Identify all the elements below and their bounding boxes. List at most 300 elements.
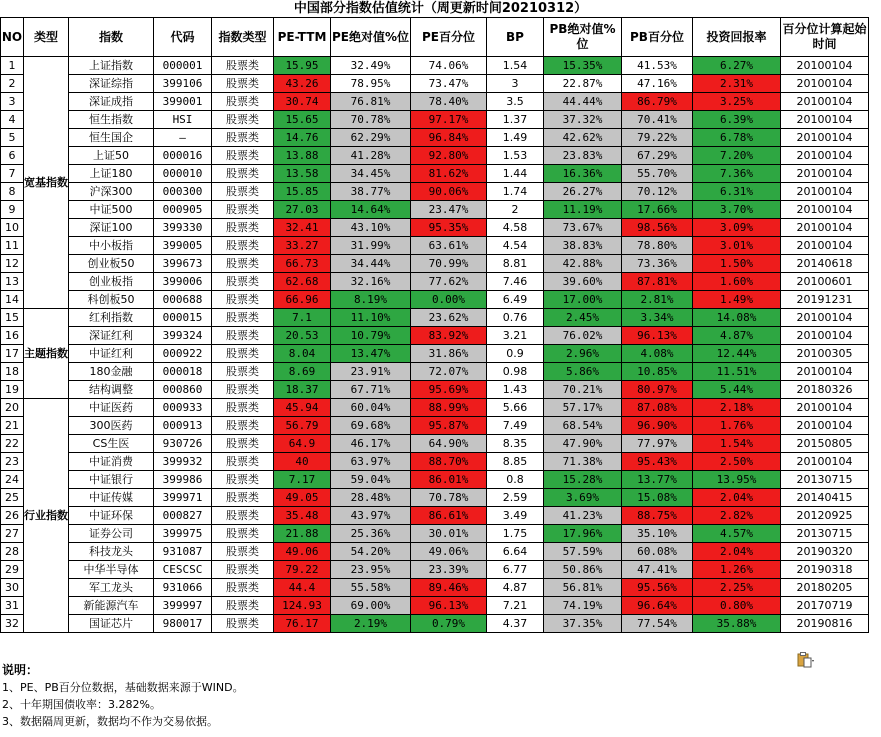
cell-start-date[interactable]: 20100104	[781, 75, 869, 93]
cell-return[interactable]: 3.01%	[693, 237, 781, 255]
cell-pe-ttm[interactable]: 27.03	[274, 201, 331, 219]
cell-pb-percentile[interactable]: 96.90%	[622, 417, 693, 435]
cell-pe-ttm[interactable]: 30.74	[274, 93, 331, 111]
header-index[interactable]: 指数	[69, 18, 154, 57]
cell-pe-percentile[interactable]: 0.79%	[411, 615, 487, 633]
cell-return[interactable]: 6.39%	[693, 111, 781, 129]
cell-pe-ttm[interactable]: 35.48	[274, 507, 331, 525]
cell-pb-abs-pct[interactable]: 39.60%	[544, 273, 622, 291]
cell-pe-ttm[interactable]: 18.37	[274, 381, 331, 399]
cell-bp[interactable]: 1.74	[487, 183, 544, 201]
cell-pe-abs-pct[interactable]: 14.64%	[331, 201, 411, 219]
cell-pe-abs-pct[interactable]: 34.45%	[331, 165, 411, 183]
cell-pe-abs-pct[interactable]: 38.77%	[331, 183, 411, 201]
cell-pb-percentile[interactable]: 2.81%	[622, 291, 693, 309]
cell-index-name[interactable]: 创业板指	[69, 273, 154, 291]
cell-pb-abs-pct[interactable]: 41.23%	[544, 507, 622, 525]
cell-start-date[interactable]: 20170719	[781, 597, 869, 615]
cell-bp[interactable]: 6.77	[487, 561, 544, 579]
cell-index-name[interactable]: 中证红利	[69, 345, 154, 363]
cell-index-type[interactable]: 股票类	[212, 507, 274, 525]
cell-index-name[interactable]: 恒生国企	[69, 129, 154, 147]
cell-bp[interactable]: 5.66	[487, 399, 544, 417]
cell-start-date[interactable]: 20180205	[781, 579, 869, 597]
cell-pb-abs-pct[interactable]: 68.54%	[544, 417, 622, 435]
cell-index-type[interactable]: 股票类	[212, 525, 274, 543]
cell-pe-percentile[interactable]: 89.46%	[411, 579, 487, 597]
cell-index-name[interactable]: 结构调整	[69, 381, 154, 399]
cell-pe-abs-pct[interactable]: 55.58%	[331, 579, 411, 597]
cell-bp[interactable]: 0.9	[487, 345, 544, 363]
cell-pb-percentile[interactable]: 47.16%	[622, 75, 693, 93]
cell-bp[interactable]: 0.76	[487, 309, 544, 327]
cell-pe-abs-pct[interactable]: 23.95%	[331, 561, 411, 579]
cell-no[interactable]: 27	[1, 525, 24, 543]
cell-bp[interactable]: 6.49	[487, 291, 544, 309]
cell-pe-abs-pct[interactable]: 23.91%	[331, 363, 411, 381]
cell-no[interactable]: 15	[1, 309, 24, 327]
cell-index-type[interactable]: 股票类	[212, 327, 274, 345]
cell-no[interactable]: 18	[1, 363, 24, 381]
cell-return[interactable]: 35.88%	[693, 615, 781, 633]
cell-pe-percentile[interactable]: 72.07%	[411, 363, 487, 381]
cell-pb-percentile[interactable]: 95.56%	[622, 579, 693, 597]
cell-index-type[interactable]: 股票类	[212, 471, 274, 489]
cell-pb-percentile[interactable]: 77.97%	[622, 435, 693, 453]
cell-code[interactable]: 000300	[154, 183, 212, 201]
cell-no[interactable]: 4	[1, 111, 24, 129]
cell-pe-ttm[interactable]: 15.85	[274, 183, 331, 201]
cell-code[interactable]: 399330	[154, 219, 212, 237]
cell-index-name[interactable]: 沪深300	[69, 183, 154, 201]
cell-return[interactable]: 1.54%	[693, 435, 781, 453]
header-start-date[interactable]: 百分位计算起始时间	[781, 18, 869, 57]
cell-pb-abs-pct[interactable]: 5.86%	[544, 363, 622, 381]
cell-no[interactable]: 12	[1, 255, 24, 273]
cell-pe-abs-pct[interactable]: 54.20%	[331, 543, 411, 561]
cell-pb-percentile[interactable]: 78.80%	[622, 237, 693, 255]
cell-no[interactable]: 14	[1, 291, 24, 309]
cell-start-date[interactable]: 20190318	[781, 561, 869, 579]
cell-no[interactable]: 22	[1, 435, 24, 453]
cell-pe-abs-pct[interactable]: 69.00%	[331, 597, 411, 615]
cell-pe-percentile[interactable]: 70.99%	[411, 255, 487, 273]
cell-start-date[interactable]: 20140618	[781, 255, 869, 273]
cell-index-type[interactable]: 股票类	[212, 345, 274, 363]
cell-pb-abs-pct[interactable]: 70.21%	[544, 381, 622, 399]
cell-no[interactable]: 28	[1, 543, 24, 561]
cell-bp[interactable]: 1.54	[487, 57, 544, 75]
cell-return[interactable]: 0.80%	[693, 597, 781, 615]
cell-index-name[interactable]: 红利指数	[69, 309, 154, 327]
cell-index-type[interactable]: 股票类	[212, 183, 274, 201]
cell-pb-abs-pct[interactable]: 44.44%	[544, 93, 622, 111]
cell-pb-abs-pct[interactable]: 47.90%	[544, 435, 622, 453]
cell-no[interactable]: 7	[1, 165, 24, 183]
cell-pe-ttm[interactable]: 76.17	[274, 615, 331, 633]
cell-no[interactable]: 11	[1, 237, 24, 255]
cell-pe-abs-pct[interactable]: 32.16%	[331, 273, 411, 291]
cell-no[interactable]: 26	[1, 507, 24, 525]
cell-no[interactable]: 30	[1, 579, 24, 597]
cell-pb-percentile[interactable]: 67.29%	[622, 147, 693, 165]
cell-code[interactable]: 000018	[154, 363, 212, 381]
cell-return[interactable]: 1.49%	[693, 291, 781, 309]
cell-pe-abs-pct[interactable]: 76.81%	[331, 93, 411, 111]
header-bp[interactable]: BP	[487, 18, 544, 57]
cell-pe-ttm[interactable]: 45.94	[274, 399, 331, 417]
cell-pb-percentile[interactable]: 35.10%	[622, 525, 693, 543]
cell-bp[interactable]: 3.49	[487, 507, 544, 525]
cell-pb-percentile[interactable]: 4.08%	[622, 345, 693, 363]
cell-no[interactable]: 13	[1, 273, 24, 291]
cell-code[interactable]: 931066	[154, 579, 212, 597]
cell-pe-ttm[interactable]: 79.22	[274, 561, 331, 579]
cell-return[interactable]: 14.08%	[693, 309, 781, 327]
cell-index-name[interactable]: 深证100	[69, 219, 154, 237]
cell-pb-percentile[interactable]: 86.79%	[622, 93, 693, 111]
cell-index-type[interactable]: 股票类	[212, 579, 274, 597]
cell-pe-ttm[interactable]: 62.68	[274, 273, 331, 291]
cell-index-type[interactable]: 股票类	[212, 93, 274, 111]
cell-pe-percentile[interactable]: 95.35%	[411, 219, 487, 237]
cell-start-date[interactable]: 20100104	[781, 129, 869, 147]
cell-bp[interactable]: 0.8	[487, 471, 544, 489]
cell-pb-abs-pct[interactable]: 17.00%	[544, 291, 622, 309]
cell-start-date[interactable]: 20100104	[781, 453, 869, 471]
cell-pe-abs-pct[interactable]: 60.04%	[331, 399, 411, 417]
cell-pb-percentile[interactable]: 70.41%	[622, 111, 693, 129]
cell-pe-percentile[interactable]: 77.62%	[411, 273, 487, 291]
cell-return[interactable]: 1.76%	[693, 417, 781, 435]
cell-pb-percentile[interactable]: 95.43%	[622, 453, 693, 471]
cell-pe-abs-pct[interactable]: 28.48%	[331, 489, 411, 507]
cell-return[interactable]: 5.44%	[693, 381, 781, 399]
cell-pe-abs-pct[interactable]: 63.97%	[331, 453, 411, 471]
cell-pb-abs-pct[interactable]: 38.83%	[544, 237, 622, 255]
cell-index-type[interactable]: 股票类	[212, 201, 274, 219]
cell-pe-abs-pct[interactable]: 43.97%	[331, 507, 411, 525]
cell-start-date[interactable]: 20100104	[781, 237, 869, 255]
cell-pb-abs-pct[interactable]: 2.45%	[544, 309, 622, 327]
cell-code[interactable]: 399986	[154, 471, 212, 489]
cell-pe-ttm[interactable]: 33.27	[274, 237, 331, 255]
cell-pb-abs-pct[interactable]: 74.19%	[544, 597, 622, 615]
cell-pb-percentile[interactable]: 70.12%	[622, 183, 693, 201]
cell-index-name[interactable]: 科技龙头	[69, 543, 154, 561]
cell-start-date[interactable]: 20100104	[781, 165, 869, 183]
cell-no[interactable]: 3	[1, 93, 24, 111]
header-code[interactable]: 代码	[154, 18, 212, 57]
cell-pb-percentile[interactable]: 13.77%	[622, 471, 693, 489]
cell-pe-percentile[interactable]: 95.87%	[411, 417, 487, 435]
cell-start-date[interactable]: 20150805	[781, 435, 869, 453]
cell-bp[interactable]: 8.85	[487, 453, 544, 471]
cell-pe-abs-pct[interactable]: 67.71%	[331, 381, 411, 399]
cell-pb-percentile[interactable]: 87.81%	[622, 273, 693, 291]
cell-pe-ttm[interactable]: 40	[274, 453, 331, 471]
cell-code[interactable]: 000010	[154, 165, 212, 183]
cell-code[interactable]: 399932	[154, 453, 212, 471]
cell-no[interactable]: 32	[1, 615, 24, 633]
cell-pe-ttm[interactable]: 64.9	[274, 435, 331, 453]
cell-pb-abs-pct[interactable]: 50.86%	[544, 561, 622, 579]
cell-index-type[interactable]: 股票类	[212, 165, 274, 183]
header-return[interactable]: 投资回报率	[693, 18, 781, 57]
cell-pe-ttm[interactable]: 66.73	[274, 255, 331, 273]
cell-pb-percentile[interactable]: 96.64%	[622, 597, 693, 615]
cell-bp[interactable]: 7.49	[487, 417, 544, 435]
cell-no[interactable]: 23	[1, 453, 24, 471]
header-pb-percentile[interactable]: PB百分位	[622, 18, 693, 57]
cell-pb-abs-pct[interactable]: 2.96%	[544, 345, 622, 363]
cell-no[interactable]: 2	[1, 75, 24, 93]
cell-pe-ttm[interactable]: 14.76	[274, 129, 331, 147]
cell-no[interactable]: 6	[1, 147, 24, 165]
cell-no[interactable]: 21	[1, 417, 24, 435]
cell-bp[interactable]: 1.44	[487, 165, 544, 183]
cell-index-name[interactable]: 上证180	[69, 165, 154, 183]
cell-pb-abs-pct[interactable]: 73.67%	[544, 219, 622, 237]
cell-index-name[interactable]: 国证芯片	[69, 615, 154, 633]
header-pb-abs-pct[interactable]: PB绝对值%位	[544, 18, 622, 57]
cell-pb-percentile[interactable]: 98.56%	[622, 219, 693, 237]
cell-return[interactable]: 7.20%	[693, 147, 781, 165]
cell-index-name[interactable]: 180金融	[69, 363, 154, 381]
cell-index-name[interactable]: 中证消费	[69, 453, 154, 471]
cell-return[interactable]: 3.25%	[693, 93, 781, 111]
cell-code[interactable]: 000905	[154, 201, 212, 219]
cell-pe-ttm[interactable]: 13.58	[274, 165, 331, 183]
cell-pb-abs-pct[interactable]: 42.88%	[544, 255, 622, 273]
cell-code[interactable]: –	[154, 129, 212, 147]
cell-index-type[interactable]: 股票类	[212, 399, 274, 417]
cell-index-name[interactable]: 中证环保	[69, 507, 154, 525]
cell-pb-percentile[interactable]: 15.08%	[622, 489, 693, 507]
cell-pe-abs-pct[interactable]: 13.47%	[331, 345, 411, 363]
cell-index-type[interactable]: 股票类	[212, 291, 274, 309]
cell-pb-percentile[interactable]: 17.66%	[622, 201, 693, 219]
cell-pe-abs-pct[interactable]: 59.04%	[331, 471, 411, 489]
cell-bp[interactable]: 8.81	[487, 255, 544, 273]
cell-return[interactable]: 12.44%	[693, 345, 781, 363]
cell-index-name[interactable]: 科创板50	[69, 291, 154, 309]
cell-pb-abs-pct[interactable]: 42.62%	[544, 129, 622, 147]
cell-pe-percentile[interactable]: 95.69%	[411, 381, 487, 399]
cell-return[interactable]: 6.31%	[693, 183, 781, 201]
cell-pb-percentile[interactable]: 96.13%	[622, 327, 693, 345]
cell-pe-percentile[interactable]: 31.86%	[411, 345, 487, 363]
cell-start-date[interactable]: 20191231	[781, 291, 869, 309]
cell-pe-percentile[interactable]: 81.62%	[411, 165, 487, 183]
cell-no[interactable]: 24	[1, 471, 24, 489]
cell-pe-ttm[interactable]: 20.53	[274, 327, 331, 345]
cell-bp[interactable]: 2.59	[487, 489, 544, 507]
cell-pe-abs-pct[interactable]: 43.10%	[331, 219, 411, 237]
cell-return[interactable]: 1.60%	[693, 273, 781, 291]
cell-pe-ttm[interactable]: 124.93	[274, 597, 331, 615]
cell-return[interactable]: 13.95%	[693, 471, 781, 489]
cell-pe-percentile[interactable]: 97.17%	[411, 111, 487, 129]
cell-pb-abs-pct[interactable]: 37.32%	[544, 111, 622, 129]
cell-pe-ttm[interactable]: 44.4	[274, 579, 331, 597]
cell-code[interactable]: 930726	[154, 435, 212, 453]
cell-pb-abs-pct[interactable]: 56.81%	[544, 579, 622, 597]
cell-no[interactable]: 17	[1, 345, 24, 363]
cell-start-date[interactable]: 20130715	[781, 471, 869, 489]
header-category[interactable]: 类型	[24, 18, 69, 57]
cell-pb-percentile[interactable]: 73.36%	[622, 255, 693, 273]
cell-pe-abs-pct[interactable]: 8.19%	[331, 291, 411, 309]
cell-return[interactable]: 4.57%	[693, 525, 781, 543]
cell-pe-ttm[interactable]: 15.65	[274, 111, 331, 129]
cell-pb-percentile[interactable]: 77.54%	[622, 615, 693, 633]
cell-no[interactable]: 19	[1, 381, 24, 399]
cell-return[interactable]: 1.26%	[693, 561, 781, 579]
cell-pe-ttm[interactable]: 49.05	[274, 489, 331, 507]
cell-code[interactable]: 399324	[154, 327, 212, 345]
cell-index-type[interactable]: 股票类	[212, 417, 274, 435]
cell-index-name[interactable]: 中证医药	[69, 399, 154, 417]
cell-pe-percentile[interactable]: 86.61%	[411, 507, 487, 525]
cell-index-name[interactable]: 创业板50	[69, 255, 154, 273]
cell-index-type[interactable]: 股票类	[212, 381, 274, 399]
cell-pb-abs-pct[interactable]: 23.83%	[544, 147, 622, 165]
cell-index-name[interactable]: 中证银行	[69, 471, 154, 489]
cell-code[interactable]: 399997	[154, 597, 212, 615]
cell-pb-percentile[interactable]: 41.53%	[622, 57, 693, 75]
cell-start-date[interactable]: 20100104	[781, 57, 869, 75]
cell-return[interactable]: 4.87%	[693, 327, 781, 345]
cell-pb-abs-pct[interactable]: 71.38%	[544, 453, 622, 471]
cell-no[interactable]: 29	[1, 561, 24, 579]
cell-pe-abs-pct[interactable]: 32.49%	[331, 57, 411, 75]
cell-return[interactable]: 2.50%	[693, 453, 781, 471]
cell-return[interactable]: 11.51%	[693, 363, 781, 381]
cell-code[interactable]: 000860	[154, 381, 212, 399]
cell-pe-percentile[interactable]: 92.80%	[411, 147, 487, 165]
cell-start-date[interactable]: 20100104	[781, 327, 869, 345]
cell-bp[interactable]: 1.75	[487, 525, 544, 543]
cell-code[interactable]: 000015	[154, 309, 212, 327]
cell-code[interactable]: 399005	[154, 237, 212, 255]
cell-index-name[interactable]: 中小板指	[69, 237, 154, 255]
cell-pe-percentile[interactable]: 23.62%	[411, 309, 487, 327]
cell-bp[interactable]: 8.35	[487, 435, 544, 453]
cell-code[interactable]: 000922	[154, 345, 212, 363]
cell-code[interactable]: 399975	[154, 525, 212, 543]
cell-index-name[interactable]: 深证综指	[69, 75, 154, 93]
cell-bp[interactable]: 1.43	[487, 381, 544, 399]
cell-pb-percentile[interactable]: 79.22%	[622, 129, 693, 147]
cell-return[interactable]: 2.18%	[693, 399, 781, 417]
cell-pe-abs-pct[interactable]: 11.10%	[331, 309, 411, 327]
cell-pe-percentile[interactable]: 86.01%	[411, 471, 487, 489]
cell-pe-percentile[interactable]: 74.06%	[411, 57, 487, 75]
cell-pb-percentile[interactable]: 10.85%	[622, 363, 693, 381]
cell-index-name[interactable]: 深证成指	[69, 93, 154, 111]
cell-pe-percentile[interactable]: 96.13%	[411, 597, 487, 615]
cell-pb-abs-pct[interactable]: 37.35%	[544, 615, 622, 633]
cell-start-date[interactable]: 20100104	[781, 147, 869, 165]
cell-code[interactable]: 000913	[154, 417, 212, 435]
cell-pe-percentile[interactable]: 78.40%	[411, 93, 487, 111]
cell-start-date[interactable]: 20100104	[781, 111, 869, 129]
cell-pe-ttm[interactable]: 56.79	[274, 417, 331, 435]
cell-pb-abs-pct[interactable]: 3.69%	[544, 489, 622, 507]
cell-code[interactable]: CESCSC	[154, 561, 212, 579]
cell-pe-percentile[interactable]: 88.99%	[411, 399, 487, 417]
cell-pe-percentile[interactable]: 83.92%	[411, 327, 487, 345]
cell-pe-percentile[interactable]: 0.00%	[411, 291, 487, 309]
cell-return[interactable]: 6.78%	[693, 129, 781, 147]
cell-start-date[interactable]: 20100601	[781, 273, 869, 291]
cell-bp[interactable]: 3	[487, 75, 544, 93]
cell-pb-abs-pct[interactable]: 17.96%	[544, 525, 622, 543]
cell-pe-percentile[interactable]: 30.01%	[411, 525, 487, 543]
cell-code[interactable]: 000001	[154, 57, 212, 75]
cell-pe-ttm[interactable]: 8.04	[274, 345, 331, 363]
cell-pb-percentile[interactable]: 60.08%	[622, 543, 693, 561]
cell-index-type[interactable]: 股票类	[212, 147, 274, 165]
cell-start-date[interactable]: 20100104	[781, 183, 869, 201]
cell-start-date[interactable]: 20120925	[781, 507, 869, 525]
cell-return[interactable]: 6.27%	[693, 57, 781, 75]
cell-pb-abs-pct[interactable]: 15.28%	[544, 471, 622, 489]
clipboard-paste-icon[interactable]	[797, 652, 815, 668]
cell-pe-abs-pct[interactable]: 46.17%	[331, 435, 411, 453]
cell-pe-abs-pct[interactable]: 69.68%	[331, 417, 411, 435]
cell-pe-ttm[interactable]: 7.1	[274, 309, 331, 327]
cell-index-name[interactable]: 300医药	[69, 417, 154, 435]
cell-start-date[interactable]: 20100104	[781, 201, 869, 219]
cell-pb-abs-pct[interactable]: 26.27%	[544, 183, 622, 201]
cell-pe-ttm[interactable]: 49.06	[274, 543, 331, 561]
cell-index-name[interactable]: 中证500	[69, 201, 154, 219]
cell-pb-percentile[interactable]: 87.08%	[622, 399, 693, 417]
cell-return[interactable]: 2.25%	[693, 579, 781, 597]
cell-index-type[interactable]: 股票类	[212, 543, 274, 561]
cell-no[interactable]: 1	[1, 57, 24, 75]
cell-bp[interactable]: 4.54	[487, 237, 544, 255]
cell-bp[interactable]: 7.21	[487, 597, 544, 615]
cell-bp[interactable]: 7.46	[487, 273, 544, 291]
cell-no[interactable]: 25	[1, 489, 24, 507]
cell-index-type[interactable]: 股票类	[212, 57, 274, 75]
cell-bp[interactable]: 2	[487, 201, 544, 219]
cell-index-type[interactable]: 股票类	[212, 111, 274, 129]
cell-index-name[interactable]: 上证50	[69, 147, 154, 165]
cell-pe-percentile[interactable]: 96.84%	[411, 129, 487, 147]
cell-code[interactable]: 000016	[154, 147, 212, 165]
cell-bp[interactable]: 6.64	[487, 543, 544, 561]
cell-start-date[interactable]: 20190816	[781, 615, 869, 633]
cell-bp[interactable]: 3.5	[487, 93, 544, 111]
cell-index-type[interactable]: 股票类	[212, 453, 274, 471]
cell-bp[interactable]: 4.87	[487, 579, 544, 597]
cell-index-type[interactable]: 股票类	[212, 309, 274, 327]
cell-start-date[interactable]: 20130715	[781, 525, 869, 543]
cell-return[interactable]: 2.04%	[693, 489, 781, 507]
cell-start-date[interactable]: 20100104	[781, 93, 869, 111]
cell-code[interactable]: 399971	[154, 489, 212, 507]
cell-index-type[interactable]: 股票类	[212, 237, 274, 255]
cell-no[interactable]: 10	[1, 219, 24, 237]
cell-code[interactable]: 399006	[154, 273, 212, 291]
cell-return[interactable]: 1.50%	[693, 255, 781, 273]
cell-pe-abs-pct[interactable]: 70.78%	[331, 111, 411, 129]
header-pe-percentile[interactable]: PE百分位	[411, 18, 487, 57]
